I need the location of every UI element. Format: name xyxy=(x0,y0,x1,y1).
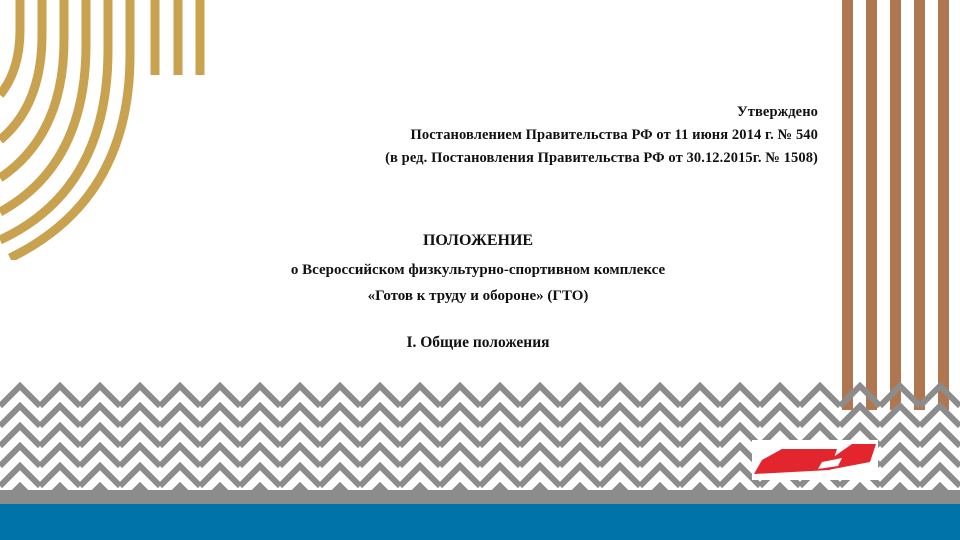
document-subtitle-line-2: «Готов к труду и обороне» (ГТО) xyxy=(367,288,589,304)
copper-vertical-stripes-decoration xyxy=(836,0,960,420)
approval-line-2: Постановлением Правительства РФ от 11 июня 2014 г. № 540 xyxy=(410,127,818,143)
document-subtitle-line-1: о Всероссийском физкультурно-спортивном комплексе xyxy=(290,262,666,278)
approval-line-3: (в ред. Постановления Правительства РФ от 30.12.2015г. № 1508) xyxy=(385,150,818,166)
gray-bar xyxy=(0,490,960,504)
approval-block xyxy=(300,101,818,170)
gto-logo-icon xyxy=(752,440,878,480)
document-heading xyxy=(200,229,756,309)
gold-arc-stripes-decoration xyxy=(0,0,210,260)
logo-box xyxy=(752,440,878,480)
document-title: ПОЛОЖЕНИЕ xyxy=(422,232,534,249)
section-title: I. Общие положения xyxy=(406,334,550,351)
blue-bar xyxy=(0,504,960,540)
approval-line-1: Утверждено xyxy=(737,104,818,120)
bottom-bars xyxy=(0,490,960,540)
